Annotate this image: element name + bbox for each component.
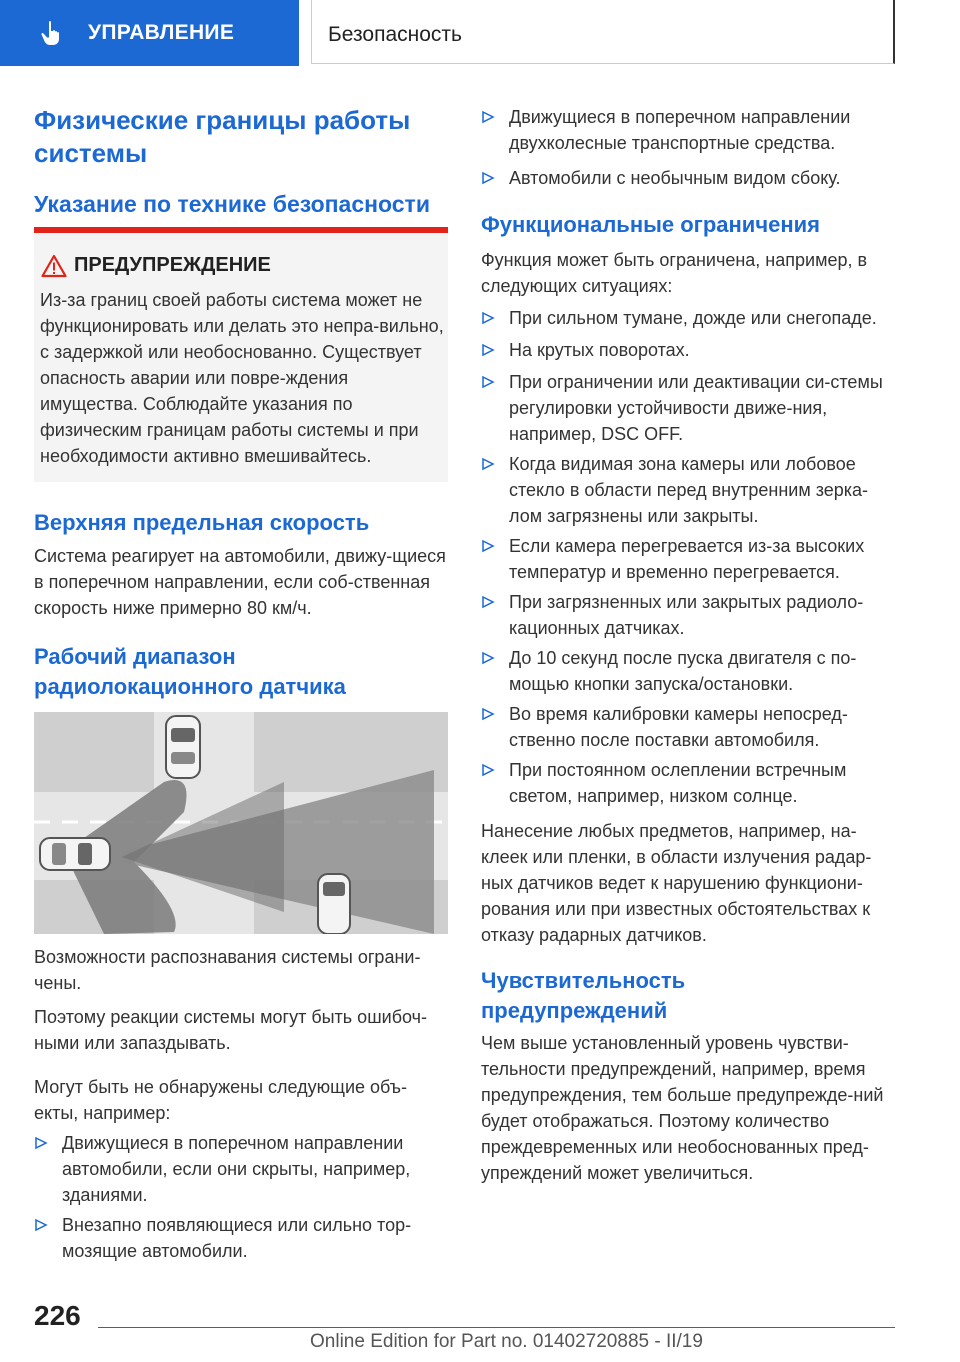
range-heading: Рабочий диапазон радиолокационного датчика — [34, 644, 346, 699]
radar-note: Нанесение любых предметов, например, на-клеек или пленки, в области излучения радар-ных датчиков ведет к нарушению функциони-рования или при известных обстоятельствах к отказу радарных датчиков. — [481, 821, 872, 945]
warning-title: ПРЕДУПРЕЖДЕНИЕ — [74, 254, 271, 276]
section-title: Безопасность — [328, 23, 462, 46]
page-number: 226 — [34, 1300, 81, 1331]
warning-triangle-icon — [41, 254, 67, 278]
car-bottom — [318, 874, 350, 934]
hand-pointer-icon — [40, 20, 64, 46]
paragraph-recognition: Возможности распознавания системы ограни-чены. — [34, 947, 421, 993]
section-title-box — [311, 0, 895, 64]
radar-range-illustration — [34, 712, 448, 934]
triangle-bullet-icon — [481, 305, 495, 331]
triangle-bullet-icon — [481, 701, 495, 727]
radar-diagram-svg — [34, 712, 448, 934]
sensitivity-text: Чем выше установленный уровень чувстви-тельности предупреждений, например, время предупреждения, тем больше предупрежде-ний будет отображаться. Поэтому количество преждевременных или необоснованных пред-упреждений может увеличиться. — [481, 1033, 884, 1183]
triangle-bullet-icon — [481, 337, 495, 363]
page-title: Физические границы работы системы — [34, 105, 411, 168]
triangle-bullet-icon — [34, 1212, 48, 1238]
edition-footer: Online Edition for Part no. 01402720885 - II/19 — [310, 1331, 703, 1352]
car-top — [166, 716, 200, 778]
triangle-bullet-icon — [481, 645, 495, 671]
speed-text: Система реагирует на автомобили, движу-щиеся в поперечном направлении, если соб-ственная скорость ниже примерно 80 км/ч. — [34, 546, 446, 618]
chapter-tab[interactable] — [0, 0, 299, 66]
warning-text: Из-за границ своей работы система может не функционировать или делать это непра-вильно, с задержкой или необоснованно. Существует опасность аварии или повре-ждения имущества. Соблюдайте указания по физическим границам работы системы и при необходимости активно вмешивайтесь. — [40, 290, 444, 466]
functional-limits-heading: Функциональные ограничения — [481, 212, 820, 237]
triangle-bullet-icon — [481, 589, 495, 615]
triangle-bullet-icon — [481, 451, 495, 477]
triangle-bullet-icon — [481, 757, 495, 783]
car-ego — [40, 838, 110, 870]
triangle-bullet-icon — [481, 165, 495, 191]
triangle-bullet-icon — [481, 533, 495, 559]
footer-divider — [98, 1327, 895, 1328]
functional-limits-intro: Функция может быть ограничена, например, в следующих ситуациях: — [481, 250, 868, 296]
triangle-bullet-icon — [481, 369, 495, 395]
warning-box — [34, 227, 448, 482]
chapter-tab-label: УПРАВЛЕНИЕ — [88, 21, 235, 44]
triangle-bullet-icon — [34, 1130, 48, 1156]
sensitivity-heading: Чувствительность предупреждений — [481, 968, 686, 1023]
paragraph-undetected: Могут быть не обнаружены следующие объ-екты, например: — [34, 1077, 408, 1123]
speed-heading: Верхняя предельная скорость — [34, 510, 370, 535]
warning-bar — [34, 227, 448, 233]
paragraph-reactions: Поэтому реакции системы могут быть ошибоч-ными или запаздывать. — [34, 1007, 427, 1053]
safety-heading: Указание по технике безопасности — [34, 191, 430, 217]
triangle-bullet-icon — [481, 104, 495, 130]
